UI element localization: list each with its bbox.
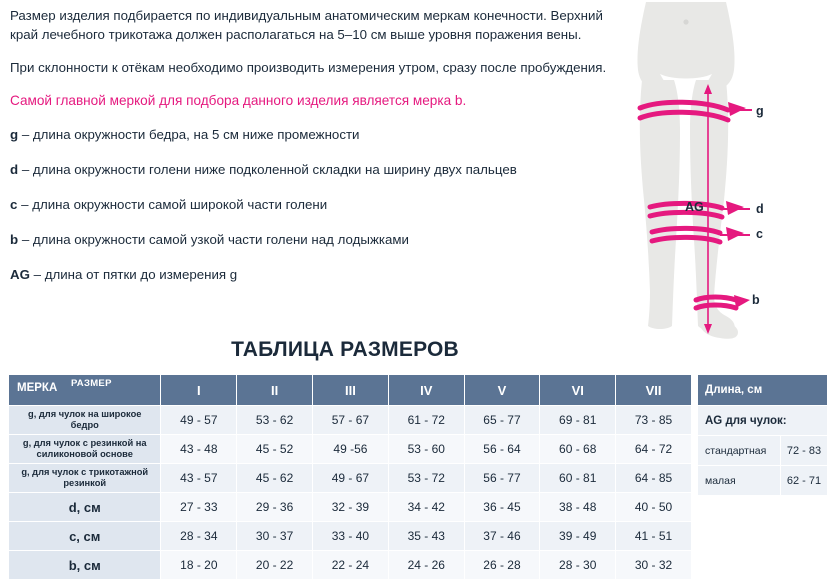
cell-r4c7: 40 - 50 [616, 493, 692, 522]
cell-r1c1: 49 - 57 [161, 406, 237, 435]
table-header-row [9, 375, 692, 406]
paragraph-1: Размер изделия подбирается по индивидуальным анатомическим меркам конечности. Верхний край лечебного трикотажа должен располагаться на 5–10 см выше уровня поражения вены. [10, 8, 603, 42]
definition-d [10, 161, 610, 179]
cell-r5c4: 35 - 43 [388, 522, 464, 551]
definition-c [10, 196, 610, 214]
definition-ag [10, 266, 610, 284]
table-row [9, 522, 692, 551]
definition-g [10, 126, 610, 144]
cell-r3c6: 60 - 81 [540, 464, 616, 493]
table-row [9, 493, 692, 522]
length-table-header: Длина, см [698, 375, 828, 406]
definition-key-b: b [10, 232, 19, 247]
length-table-row [698, 436, 828, 466]
cell-r4c3: 32 - 39 [312, 493, 388, 522]
cell-r5c5: 37 - 46 [464, 522, 540, 551]
cell-r1c6: 69 - 81 [540, 406, 616, 435]
length-table-subheader: AG для чулок: [698, 406, 828, 436]
cell-r4c4: 34 - 42 [388, 493, 464, 522]
cell-r5c6: 39 - 49 [540, 522, 616, 551]
highlight-note: Самой главной меркой для подбора данного изделия является мерка b. [10, 93, 467, 108]
definition-key-d: d [10, 162, 19, 177]
length-table-header-row [698, 375, 828, 406]
column-header-2: II [237, 375, 313, 406]
cell-r2c3: 49 -56 [312, 435, 388, 464]
cell-r1c5: 65 - 77 [464, 406, 540, 435]
table-row [9, 435, 692, 464]
size-table-title: ТАБЛИЦА РАЗМЕРОВ [231, 338, 459, 361]
cell-r2c7: 64 - 72 [616, 435, 692, 464]
corner-label-razmer: РАЗМЕР [71, 378, 112, 389]
cell-r5c3: 33 - 40 [312, 522, 388, 551]
cell-r2c1: 43 - 48 [161, 435, 237, 464]
cell-r1c4: 61 - 72 [388, 406, 464, 435]
length-row-name-standard: стандартная [698, 436, 781, 466]
cell-r6c1: 18 - 20 [161, 551, 237, 580]
table-corner-cell [9, 375, 161, 406]
figure-label-g: g [756, 104, 764, 118]
cell-r4c1: 27 - 33 [161, 493, 237, 522]
row-label-c: c, см [9, 522, 161, 551]
definition-key-ag: AG [10, 267, 30, 282]
corner-label-merka: МЕРКА [17, 382, 58, 394]
definition-text-c: – длина окружности самой широкой части голени [17, 197, 328, 212]
length-row-value-small: 62 - 71 [781, 466, 828, 496]
column-header-7: VII [616, 375, 692, 406]
cell-r4c6: 38 - 48 [540, 493, 616, 522]
row-label-g-knit: g, для чулок с трикотажной резинкой [9, 464, 161, 493]
leg-illustration [600, 0, 836, 345]
definition-text-b: – длина окружности самой узкой части голени над лодыжками [18, 232, 409, 247]
row-label-g-wide: g, для чулок на широкое бедро [9, 406, 161, 435]
cell-r5c2: 30 - 37 [237, 522, 313, 551]
cell-r2c2: 45 - 52 [237, 435, 313, 464]
definition-b [10, 231, 610, 249]
cell-r1c3: 57 - 67 [312, 406, 388, 435]
length-table-row [698, 466, 828, 496]
cell-r6c4: 24 - 26 [388, 551, 464, 580]
size-table [8, 374, 692, 580]
cell-r4c2: 29 - 36 [237, 493, 313, 522]
paragraph-2: При склонности к отёкам необходимо производить измерения утром, сразу после пробуждения. [10, 60, 607, 75]
definition-text-d: – длина окружности голени ниже подколенной складки на ширину двух пальцев [18, 162, 517, 177]
cell-r6c7: 30 - 32 [616, 551, 692, 580]
leg-measurement-figure [600, 0, 836, 345]
length-table [697, 374, 828, 496]
definition-text-ag: – длина от пятки до измерения g [29, 267, 238, 282]
table-row [9, 464, 692, 493]
column-header-5: V [464, 375, 540, 406]
cell-r4c5: 36 - 45 [464, 493, 540, 522]
row-label-d: d, см [9, 493, 161, 522]
cell-r2c5: 56 - 64 [464, 435, 540, 464]
column-header-1: I [161, 375, 237, 406]
definition-text-g: – длина окружности бедра, на 5 см ниже промежности [18, 127, 360, 142]
cell-r1c7: 73 - 85 [616, 406, 692, 435]
row-label-b: b, см [9, 551, 161, 580]
figure-label-ag: AG [685, 200, 704, 214]
figure-label-b: b [752, 293, 760, 307]
length-row-value-standard: 72 - 83 [781, 436, 828, 466]
table-row [9, 406, 692, 435]
column-header-6: VI [540, 375, 616, 406]
column-header-4: IV [388, 375, 464, 406]
column-header-3: III [312, 375, 388, 406]
definition-key-g: g [10, 127, 19, 142]
length-row-name-small: малая [698, 466, 781, 496]
cell-r1c2: 53 - 62 [237, 406, 313, 435]
cell-r5c7: 41 - 51 [616, 522, 692, 551]
cell-r3c7: 64 - 85 [616, 464, 692, 493]
length-table-subheader-row [698, 406, 828, 436]
cell-r6c2: 20 - 22 [237, 551, 313, 580]
text-column [10, 6, 610, 301]
row-label-g-silicone: g, для чулок с резинкой на силиконовой основе [9, 435, 161, 464]
cell-r2c4: 53 - 60 [388, 435, 464, 464]
cell-r6c6: 28 - 30 [540, 551, 616, 580]
definition-key-c: c [10, 197, 18, 212]
cell-r5c1: 28 - 34 [161, 522, 237, 551]
cell-r3c4: 53 - 72 [388, 464, 464, 493]
cell-r2c6: 60 - 68 [540, 435, 616, 464]
cell-r3c5: 56 - 77 [464, 464, 540, 493]
table-row [9, 551, 692, 580]
cell-r3c3: 49 - 67 [312, 464, 388, 493]
cell-r3c1: 43 - 57 [161, 464, 237, 493]
cell-r6c3: 22 - 24 [312, 551, 388, 580]
cell-r3c2: 45 - 62 [237, 464, 313, 493]
measurement-definitions [10, 126, 610, 284]
figure-label-d: d [756, 202, 764, 216]
cell-r6c5: 26 - 28 [464, 551, 540, 580]
figure-label-c: c [756, 227, 763, 241]
